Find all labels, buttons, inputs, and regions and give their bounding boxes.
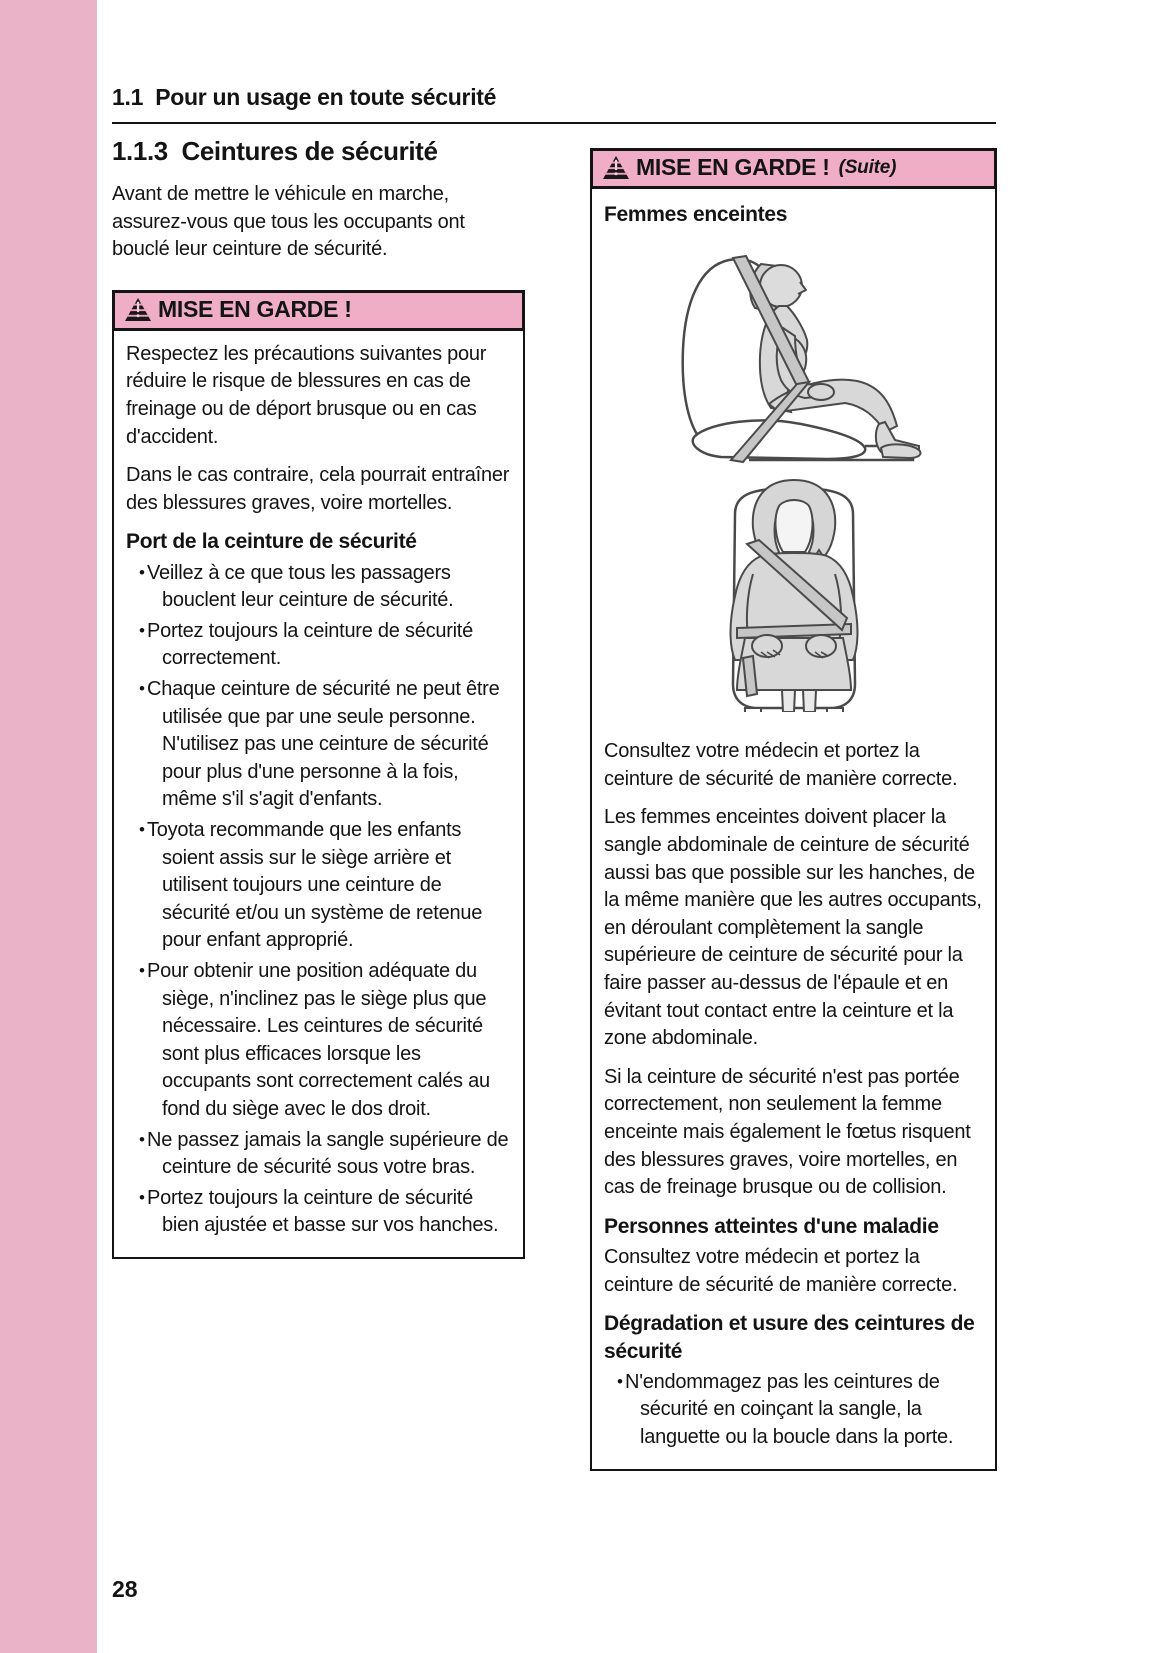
right-column xyxy=(590,148,997,1471)
warning-header-right xyxy=(590,148,997,189)
heading-femmes-enceintes: Femmes enceintes xyxy=(604,203,788,226)
section-title: 1.1.3 Ceintures de sécurité xyxy=(112,136,438,166)
warning-suite-label: (Suite) xyxy=(838,156,897,178)
warning-title: MISE EN GARDE ! xyxy=(158,295,352,322)
warning-body-right xyxy=(592,189,995,1469)
bullet-item: • Pour obtenir une position adéquate du siège, n'inclinez pas le siège plus que nécessaire. Les ceintures de sécurité sont plus efficaces lorsque les occupants sont correctement calés au fond du siège avec le dos droit. xyxy=(126,958,511,1124)
heading-degradation-usure: Dégradation et usure des ceintures de sécurité xyxy=(604,1312,975,1363)
warning-title: MISE EN GARDE ! xyxy=(636,154,830,180)
sidebar-accent-bar xyxy=(0,0,97,1653)
intro-paragraph: Avant de mettre le véhicule en marche, assurez-vous que tous les occupants ont bouclé leur ceinture de sécurité. xyxy=(112,183,465,261)
page-number: 28 xyxy=(112,1576,138,1602)
warning-header-left xyxy=(112,290,525,331)
bullet-item: • Ne passez jamais la sangle supérieure de ceinture de sécurité sous votre bras. xyxy=(126,1127,511,1182)
warning-box-right xyxy=(590,148,997,1471)
bullet-item: • Toyota recommande que les enfants soient assis sur le siège arrière et utilisent toujours une ceinture de sécurité et/ou un système de retenue pour enfant approprié. xyxy=(126,817,511,955)
pregnant-paragraph-3: Si la ceinture de sécurité n'est pas portée correctement, non seulement la femme enceinte mais également le fœtus risquent des blessures graves, voire mortelles, en cas de freinage brusque ou de collision. xyxy=(604,1065,971,1199)
breadcrumb: 1.1 Pour un usage en toute sécurité xyxy=(112,84,996,124)
subheading-port-ceinture: Port de la ceinture de sécurité xyxy=(126,530,417,554)
illustration-pregnant-front-view xyxy=(604,462,983,712)
bullet-item: • Chaque ceinture de sécurité ne peut être utilisée que par une seule personne. N'utilisez pas une ceinture de sécurité pour plus d'une personne à la fois, même s'il s'agit d'enfants. xyxy=(126,676,511,814)
bullet-item: • N'endommagez pas les ceintures de sécurité en coinçant la sangle, la languette ou la boucle dans la porte. xyxy=(604,1369,983,1452)
warning-triangle-icon xyxy=(603,156,629,179)
warning-left-paragraphs xyxy=(126,341,511,518)
bullet-list-left xyxy=(126,560,511,1240)
pregnant-paragraph-2: Les femmes enceintes doivent placer la sangle abdominale de ceinture de sécurité aussi bas que possible sur les hanches, de la même manière que les autres occupants, en déroulant complètement la sangle supérieure de ceinture de sécurité pour la faire passer au-dessus de l'épaule et en évitant tout contact entre la ceinture et la zone abdominale. xyxy=(604,806,982,1050)
illness-paragraph: Consultez votre médecin et portez la ceinture de sécurité de manière correcte. xyxy=(604,1246,958,1296)
warning-triangle-icon xyxy=(125,298,151,321)
warning-body-left xyxy=(114,331,523,1257)
left-column xyxy=(112,136,525,1259)
bullet-list-right xyxy=(604,1369,983,1452)
illustration-pregnant-side-view xyxy=(604,236,983,464)
bullet-item: • Portez toujours la ceinture de sécurité bien ajustée et basse sur vos hanches. xyxy=(126,1185,511,1240)
pregnant-paragraph-1: Consultez votre médecin et portez la ceinture de sécurité de manière correcte. xyxy=(604,740,958,790)
heading-personnes-maladie: Personnes atteintes d'une maladie xyxy=(604,1214,939,1238)
bullet-item: • Portez toujours la ceinture de sécurité correctement. xyxy=(126,618,511,673)
bullet-item: • Veillez à ce que tous les passagers bouclent leur ceinture de sécurité. xyxy=(126,560,511,615)
warning-paragraph: Respectez les précautions suivantes pour réduire le risque de blessures en cas de freinage ou de déport brusque ou en cas d'accident. xyxy=(126,342,487,448)
warning-box-left xyxy=(112,290,525,1259)
warning-paragraph: Dans le cas contraire, cela pourrait entraîner des blessures graves, voire mortelles. xyxy=(126,464,510,514)
